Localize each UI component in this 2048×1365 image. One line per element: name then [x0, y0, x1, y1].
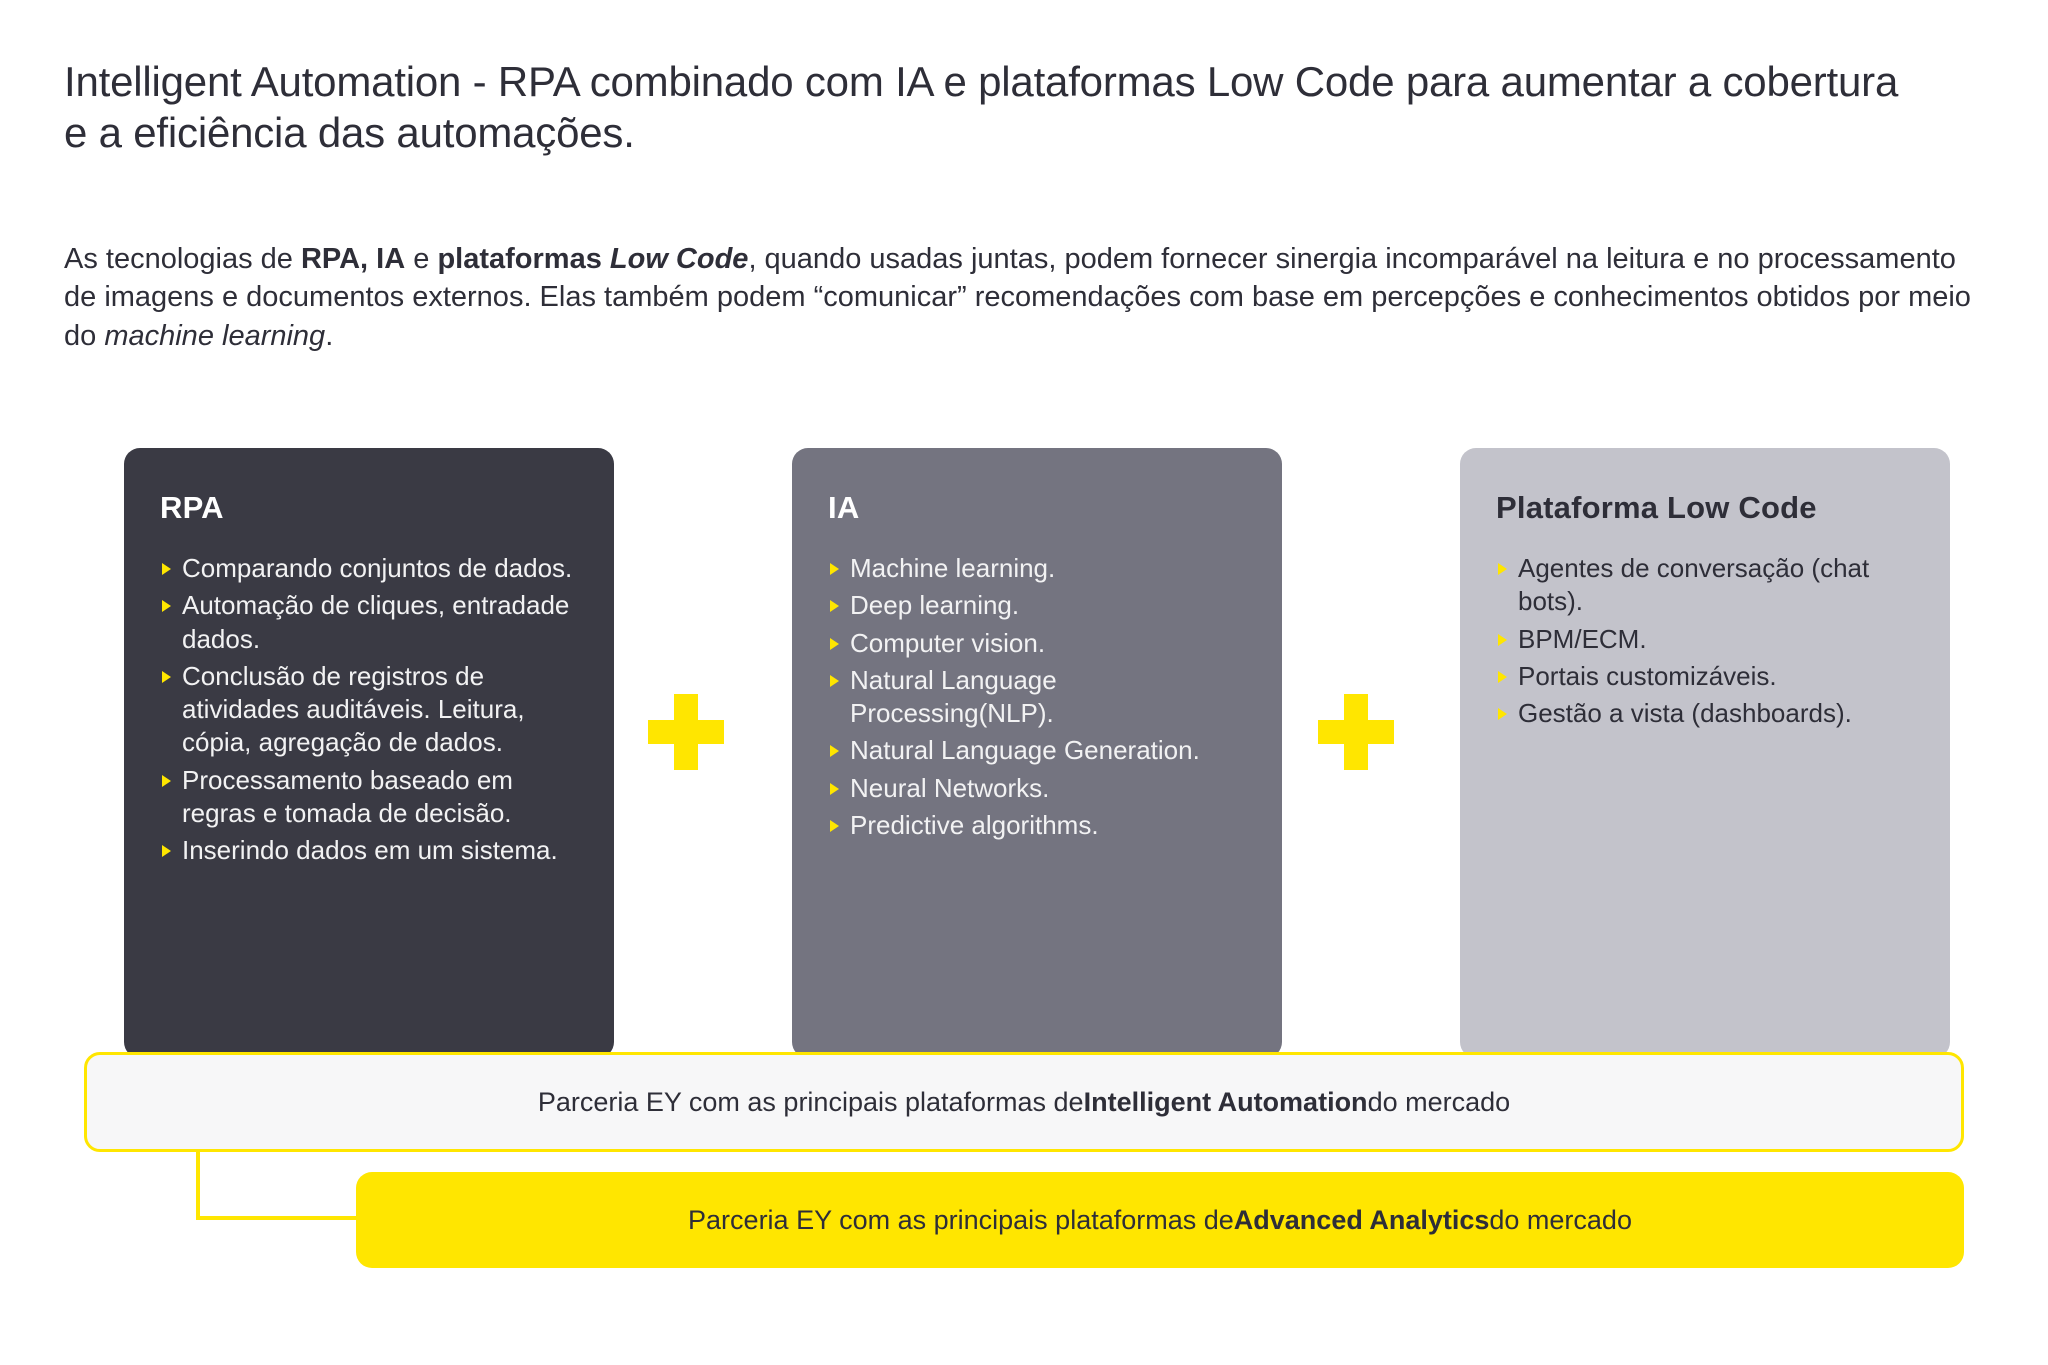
banner-white-prefix: Parceria EY com as principais plataformas de: [537, 1086, 1084, 1117]
intro-paragraph: [64, 240, 1994, 355]
banner-yellow-bold: Advanced Analytics: [1233, 1204, 1490, 1235]
card-rpa-list: [160, 552, 580, 867]
list-item: Inserindo dados em um sistema.: [160, 834, 580, 867]
intro-bold-2: plataformas: [437, 243, 610, 275]
card-low-code-list: [1496, 552, 1916, 730]
banner-white-suffix: do mercado: [1367, 1086, 1511, 1117]
card-rpa: [124, 448, 614, 1058]
banner-connector-line: [196, 1152, 358, 1220]
intro-part-3: , quando usadas juntas, podem fornecer sinergia incomparável na leitura e no processamento de imagens e documentos externos. Elas também podem “comunicar” recomendações com base em percepções e conhecimentos obtidos por meio do: [64, 243, 1971, 352]
banner-yellow-suffix: do mercado: [1489, 1204, 1632, 1235]
intro-italic-tail: machine learning: [104, 319, 326, 352]
intro-bold-1: RPA, IA: [300, 243, 406, 275]
cards-row: [0, 448, 2048, 1068]
banner-white-bold: Intelligent Automation: [1083, 1086, 1368, 1117]
list-item: Comparando conjuntos de dados.: [160, 552, 580, 585]
intro-part-2: e: [405, 243, 438, 275]
intro-bold-italic: Low Code: [609, 243, 749, 275]
list-item: Gestão a vista (dashboards).: [1496, 697, 1916, 730]
banner-yellow-prefix: Parceria EY com as principais plataformas de: [688, 1204, 1234, 1235]
list-item: Agentes de conversação (chat bots).: [1496, 552, 1916, 619]
banner-advanced-analytics: [356, 1172, 1964, 1268]
card-ia-list: [828, 552, 1248, 842]
card-low-code-heading: Plataforma Low Code: [1496, 490, 1817, 525]
list-item: Natural Language Processing(NLP).: [828, 664, 1248, 731]
page-title: Intelligent Automation - RPA combinado com IA e plataformas Low Code para aumentar a cobertura e a eficiência das automações.: [64, 58, 1899, 157]
card-rpa-heading: RPA: [160, 490, 224, 525]
card-low-code: [1460, 448, 1950, 1058]
list-item: BPM/ECM.: [1496, 623, 1916, 656]
card-ia-heading: IA: [828, 490, 860, 525]
intro-part-4: .: [325, 319, 334, 352]
plus-icon: [1318, 694, 1394, 770]
list-item: Portais customizáveis.: [1496, 660, 1916, 693]
list-item: Deep learning.: [828, 589, 1248, 622]
list-item: Computer vision.: [828, 627, 1248, 660]
banner-intelligent-automation: [84, 1052, 1964, 1152]
plus-icon: [648, 694, 724, 770]
list-item: Machine learning.: [828, 552, 1248, 585]
list-item: Conclusão de registros de atividades auditáveis. Leitura, cópia, agregação de dados.: [160, 660, 580, 760]
list-item: Natural Language Generation.: [828, 734, 1248, 767]
list-item: Automação de cliques, entradade dados.: [160, 589, 580, 656]
card-ia: [792, 448, 1282, 1058]
list-item: Predictive algorithms.: [828, 809, 1248, 842]
list-item: Processamento baseado em regras e tomada de decisão.: [160, 764, 580, 831]
list-item: Neural Networks.: [828, 772, 1248, 805]
intro-part-1: As tecnologias de: [64, 243, 301, 275]
